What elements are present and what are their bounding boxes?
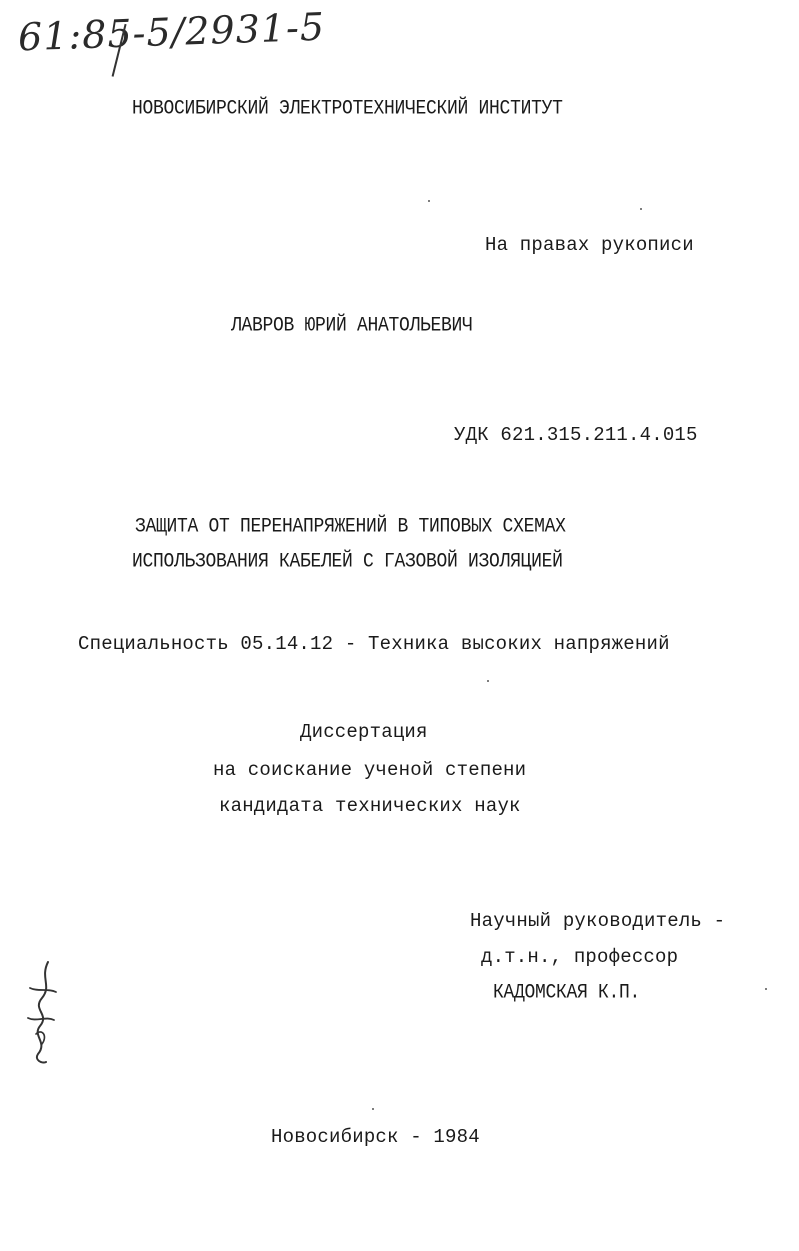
margin-signature-icon bbox=[18, 958, 66, 1068]
supervisor-name: КАДОМСКАЯ К.П. bbox=[493, 981, 641, 1005]
supervisor-role: Научный руководитель - bbox=[470, 910, 726, 932]
udc-code: УДК 621.315.211.4.015 bbox=[454, 424, 698, 446]
degree-line-3: кандидата технических наук bbox=[219, 795, 521, 817]
degree-line-2: на соискание ученой степени bbox=[213, 759, 527, 781]
thesis-title-line-2: ИСПОЛЬЗОВАНИЯ КАБЕЛЕЙ С ГАЗОВОЙ ИЗОЛЯЦИЕЙ bbox=[132, 550, 563, 574]
archive-number-handwritten: 61:85-5/2931-5 bbox=[17, 4, 326, 60]
scan-speck bbox=[428, 200, 430, 202]
specialty: Специальность 05.14.12 - Техника высоких напряжений bbox=[78, 633, 670, 655]
degree-line-1: Диссертация bbox=[300, 721, 428, 743]
scan-speck bbox=[487, 680, 489, 682]
scan-speck bbox=[640, 208, 642, 210]
institute-name: НОВОСИБИРСКИЙ ЭЛЕКТРОТЕХНИЧЕСКИЙ ИНСТИТУТ bbox=[132, 97, 563, 121]
scan-speck bbox=[765, 988, 767, 990]
author-name: ЛАВРОВ ЮРИЙ АНАТОЛЬЕВИЧ bbox=[231, 314, 473, 338]
thesis-title-line-1: ЗАЩИТА ОТ ПЕРЕНАПРЯЖЕНИЙ В ТИПОВЫХ СХЕМАХ bbox=[135, 515, 566, 539]
manuscript-rights: На правах рукописи bbox=[485, 234, 694, 256]
scan-speck bbox=[372, 1108, 374, 1110]
place-and-year: Новосибирск - 1984 bbox=[271, 1126, 480, 1148]
supervisor-credentials: д.т.н., профессор bbox=[481, 946, 679, 968]
